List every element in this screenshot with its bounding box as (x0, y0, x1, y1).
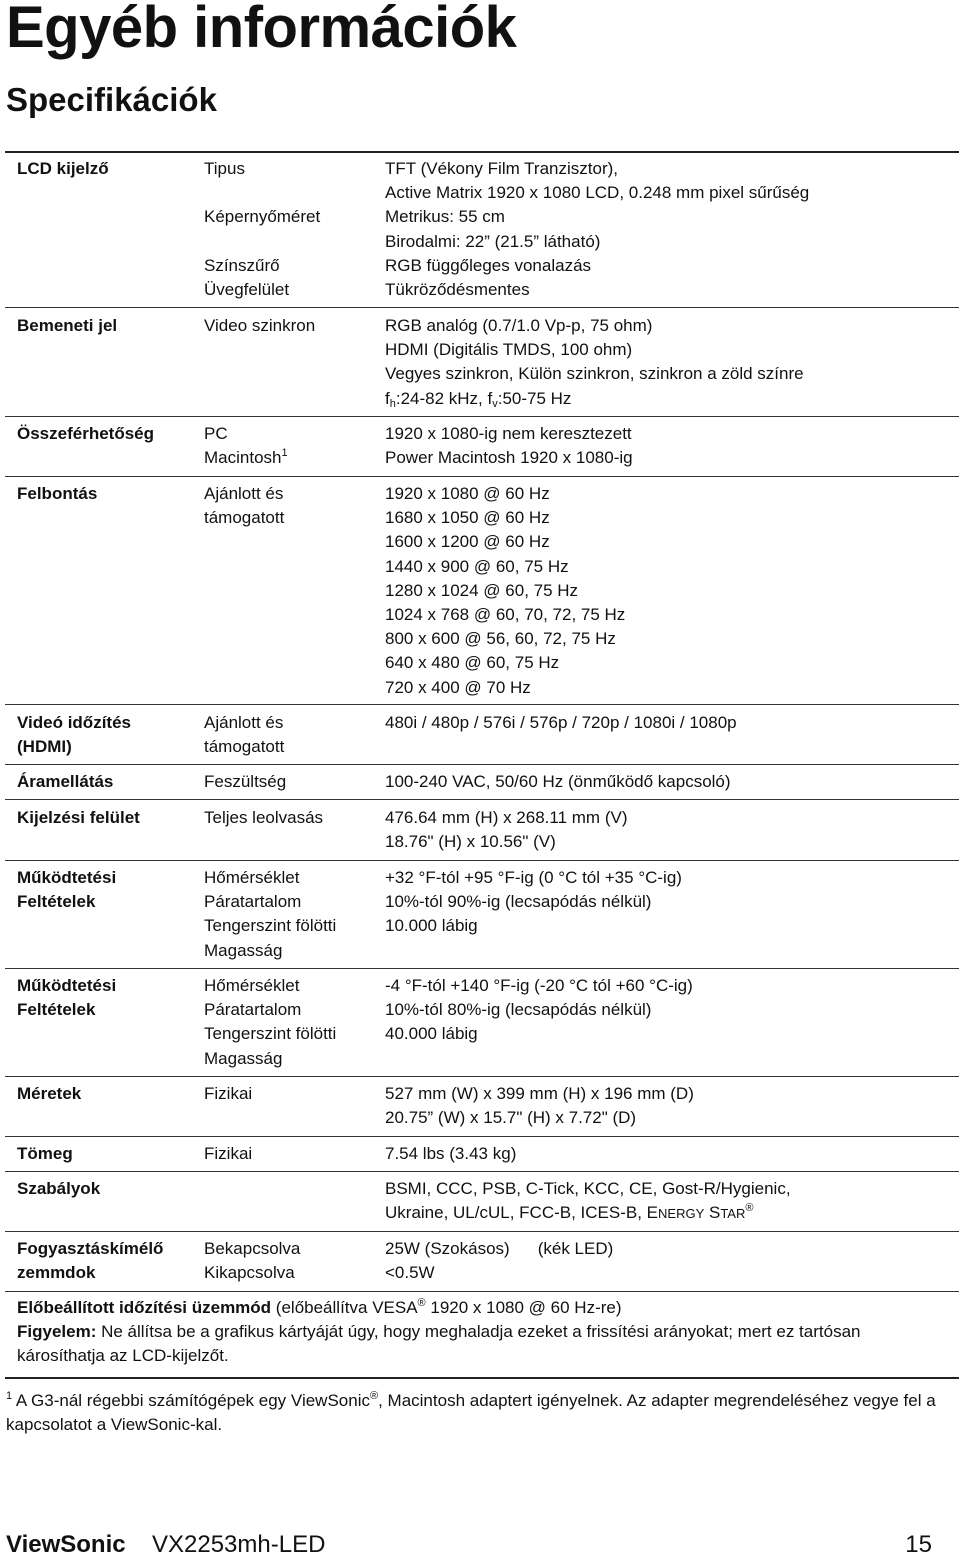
row-divider (5, 968, 959, 969)
key: Kikapcsolva (204, 1263, 295, 1283)
preset-text: (előbeállítva VESA (271, 1298, 418, 1317)
key (204, 230, 320, 254)
row-values-regulations (385, 1177, 791, 1225)
row-keys-operating (204, 866, 336, 963)
label-line: Feltételek (17, 892, 96, 912)
row-label-storage (17, 974, 116, 1022)
row-value-weight: 7.54 lbs (3.43 kg) (385, 1144, 517, 1163)
section-subtitle: Specifikációk (6, 81, 217, 118)
row-divider (5, 1291, 959, 1292)
value: 1280 x 1024 @ 60, 75 Hz (385, 580, 579, 600)
row-label-input: Bemeneti jel (17, 316, 118, 335)
label-line: Működtetési (17, 868, 117, 887)
freq-end: :50-75 Hz (497, 388, 572, 408)
footnote-text-end: , Macintosh adaptert igényelnek. Az adapter megrendeléséhez vegye fel a kapcsolatot a ViewSonic-kal. (6, 1391, 936, 1435)
value: 1600 x 1200 @ 60 Hz (385, 532, 550, 552)
value: Active Matrix 1920 x 1080 LCD, 0.248 mm pixel sűrűség (385, 183, 810, 203)
page-title: Egyéb információk (6, 0, 517, 60)
value: 1920 x 1080 @ 60 Hz (385, 484, 550, 503)
footnote-text: A G3-nál régebbi számítógépek egy ViewSonic (12, 1391, 370, 1410)
row-values-display-area (385, 806, 627, 854)
value: 1680 x 1050 @ 60 Hz (385, 508, 550, 528)
key: Tengerszint fölötti (204, 916, 337, 936)
key: Magasság (204, 1048, 283, 1068)
row-values-operating (385, 866, 682, 939)
value: -4 °F-tól +140 °F-ig (-20 °C tól +60 °C-ig) (385, 976, 693, 995)
row-keys-lcd (204, 157, 320, 302)
key: Bekapcsolva (204, 1239, 301, 1258)
value: HDMI (Digitális TMDS, 100 ohm) (385, 340, 633, 360)
row-divider (5, 764, 959, 765)
row-key-dimensions: Fizikai (204, 1084, 253, 1103)
row-keys-video-timing (204, 711, 284, 759)
row-key-power: Feszültség (204, 772, 287, 791)
row-values-input (385, 314, 804, 411)
preset-label: Előbeállított időzítési üzemmód (17, 1298, 272, 1317)
row-label-display-area: Kijelzési felület (17, 808, 140, 827)
footnote (6, 1389, 951, 1437)
key: Színszűrő (204, 255, 280, 275)
value: 18.76" (H) x 10.56" (V) (385, 832, 556, 852)
row-label-weight: Tömeg (17, 1144, 73, 1163)
value: Vegyes szinkron, Külön szinkron, szinkron a zöld színre (385, 364, 804, 384)
value: 640 x 480 @ 60, 75 Hz (385, 653, 560, 673)
key: Üvegfelület (204, 279, 290, 299)
frequency-value (385, 387, 804, 411)
row-label-operating (17, 866, 116, 914)
warning-label: Figyelem: (17, 1322, 97, 1342)
row-values-resolution (385, 482, 625, 700)
value: 10.000 lábig (385, 916, 478, 936)
row-value-power: 100-240 VAC, 50/60 Hz (önműködő kapcsoló) (385, 772, 731, 791)
value: 720 x 400 @ 70 Hz (385, 677, 531, 697)
row-divider (5, 416, 959, 417)
registered-mark: ® (369, 1390, 379, 1402)
row-label-power-saving (17, 1237, 163, 1285)
footer-brand: ViewSonic (6, 1531, 126, 1558)
label-line: zemmdok (17, 1263, 96, 1283)
value: 1920 x 1080-ig nem keresztezett (385, 424, 632, 443)
table-top-rule (5, 151, 959, 153)
row-label-lcd: LCD kijelző (17, 159, 109, 178)
warning-text: Ne állítsa be a grafikus kártyáját úgy, hogy meghaladja ezeket a frissítési arányokat; mert ez tartósan károsíthatja az LCD-kijelzőt. (17, 1322, 861, 1366)
row-divider (5, 476, 959, 477)
value: Power Macintosh 1920 x 1080-ig (385, 448, 633, 468)
value: Birodalmi: 22” (21.5” látható) (385, 231, 601, 251)
value: <0.5W (385, 1263, 435, 1283)
key: Tengerszint fölötti (204, 1024, 337, 1044)
row-value-video-timing: 480i / 480p / 576i / 576p / 720p / 1080i / 1080p (385, 713, 737, 732)
footer-model: VX2253mh-LED (152, 1531, 326, 1558)
row-keys-resolution (204, 482, 284, 530)
value: 10%-tól 80%-ig (lecsapódás nélkül) (385, 1000, 652, 1020)
row-divider (5, 307, 959, 308)
row-label-dimensions: Méretek (17, 1084, 82, 1103)
row-label-compat: Összeférhetőség (17, 424, 154, 443)
row-values-power-saving (385, 1237, 613, 1285)
value: TFT (Vékony Film Tranzisztor), (385, 159, 618, 178)
key (204, 446, 288, 470)
value: 800 x 600 @ 56, 60, 72, 75 Hz (385, 629, 616, 649)
energy-smallcaps: NERGY (658, 1206, 705, 1222)
value: Metrikus: 55 cm (385, 207, 505, 227)
key-mac: Macintosh (204, 448, 282, 468)
value: 476.64 mm (H) x 268.11 mm (V) (385, 808, 628, 827)
label-line: Működtetési (17, 976, 117, 995)
row-label-video-timing (17, 711, 131, 759)
key: Magasság (204, 940, 283, 960)
key: Hőmérséklet (204, 868, 300, 887)
label-line: Feltételek (17, 1000, 96, 1020)
value: 40.000 lábig (385, 1024, 478, 1044)
value: BSMI, CCC, PSB, C-Tick, KCC, CE, Gost-R/Hygienic, (385, 1179, 791, 1198)
key: Páratartalom (204, 1000, 302, 1020)
preset-end: 1920 x 1080 @ 60 Hz-re) (425, 1298, 622, 1317)
row-divider (5, 1076, 959, 1077)
key: Képernyőméret (204, 207, 321, 227)
key: támogatott (204, 737, 285, 757)
row-keys-power-saving (204, 1237, 300, 1285)
value: RGB függőleges vonalazás (385, 255, 592, 275)
row-values-storage (385, 974, 693, 1047)
star-s: S (704, 1203, 721, 1223)
value: Tükröződésmentes (385, 279, 530, 299)
row-key-input: Video szinkron (204, 316, 316, 335)
row-values-compat (385, 422, 633, 470)
table-bottom-rule (5, 1377, 959, 1379)
value-on-led: (kék LED) (537, 1239, 614, 1258)
value (385, 1237, 613, 1261)
freq-mid: :24-82 kHz, f (395, 388, 493, 408)
value: 20.75” (W) x 15.7" (H) x 7.72" (D) (385, 1108, 637, 1128)
row-key-display-area: Teljes leolvasás (204, 808, 324, 827)
key: Páratartalom (204, 892, 302, 912)
key: Hőmérséklet (204, 976, 300, 995)
row-label-resolution: Felbontás (17, 484, 98, 503)
label-line: (HDMI) (17, 737, 72, 757)
footnote-number: 1 (6, 1390, 13, 1402)
row-label-power: Áramellátás (17, 772, 114, 791)
value-on: 25W (Szokásos) (385, 1239, 510, 1258)
key: Ajánlott és (204, 713, 284, 732)
registered-mark: ® (745, 1202, 754, 1215)
row-divider (5, 1171, 959, 1172)
value: +32 °F-tól +95 °F-ig (0 °C tól +35 °C-ig) (385, 868, 682, 887)
value: RGB analóg (0.7/1.0 Vp-p, 75 ohm) (385, 316, 653, 335)
reg-text: Ukraine, UL/cUL, FCC-B, ICES-B, E (385, 1203, 659, 1223)
registered-mark: ® (417, 1297, 426, 1309)
key (204, 181, 320, 205)
value: 1024 x 768 @ 60, 70, 72, 75 Hz (385, 604, 626, 624)
row-values-dimensions (385, 1082, 694, 1130)
key: Ajánlott és (204, 484, 284, 503)
key: támogatott (204, 508, 285, 528)
star-smallcaps: TAR (720, 1206, 746, 1222)
label-line: Videó időzítés (17, 713, 131, 732)
freq-v-sub: v (492, 397, 498, 410)
row-values-lcd (385, 157, 809, 302)
row-divider (5, 860, 959, 861)
key: PC (204, 424, 228, 443)
preset-note (17, 1296, 947, 1320)
row-divider (5, 799, 959, 800)
row-label-regulations: Szabályok (17, 1179, 101, 1198)
value: 1440 x 900 @ 60, 75 Hz (385, 556, 569, 576)
key: Tipus (204, 159, 245, 178)
row-divider (5, 1231, 959, 1232)
row-keys-storage (204, 974, 336, 1071)
value: 10%-tól 90%-ig (lecsapódás nélkül) (385, 892, 652, 912)
label-line: Fogyasztáskímélő (17, 1239, 164, 1258)
row-key-weight: Fizikai (204, 1144, 253, 1163)
value: 527 mm (W) x 399 mm (H) x 196 mm (D) (385, 1084, 694, 1103)
page-number: 15 (905, 1531, 932, 1558)
freq-h-sub: h (389, 397, 396, 410)
warning-note (17, 1320, 947, 1368)
spec-notes (17, 1296, 947, 1369)
row-divider (5, 704, 959, 705)
footnote-ref: 1 (281, 447, 288, 460)
row-keys-compat (204, 422, 288, 470)
value (385, 1201, 791, 1225)
row-divider (5, 1136, 959, 1137)
freq-f: f (385, 388, 390, 408)
